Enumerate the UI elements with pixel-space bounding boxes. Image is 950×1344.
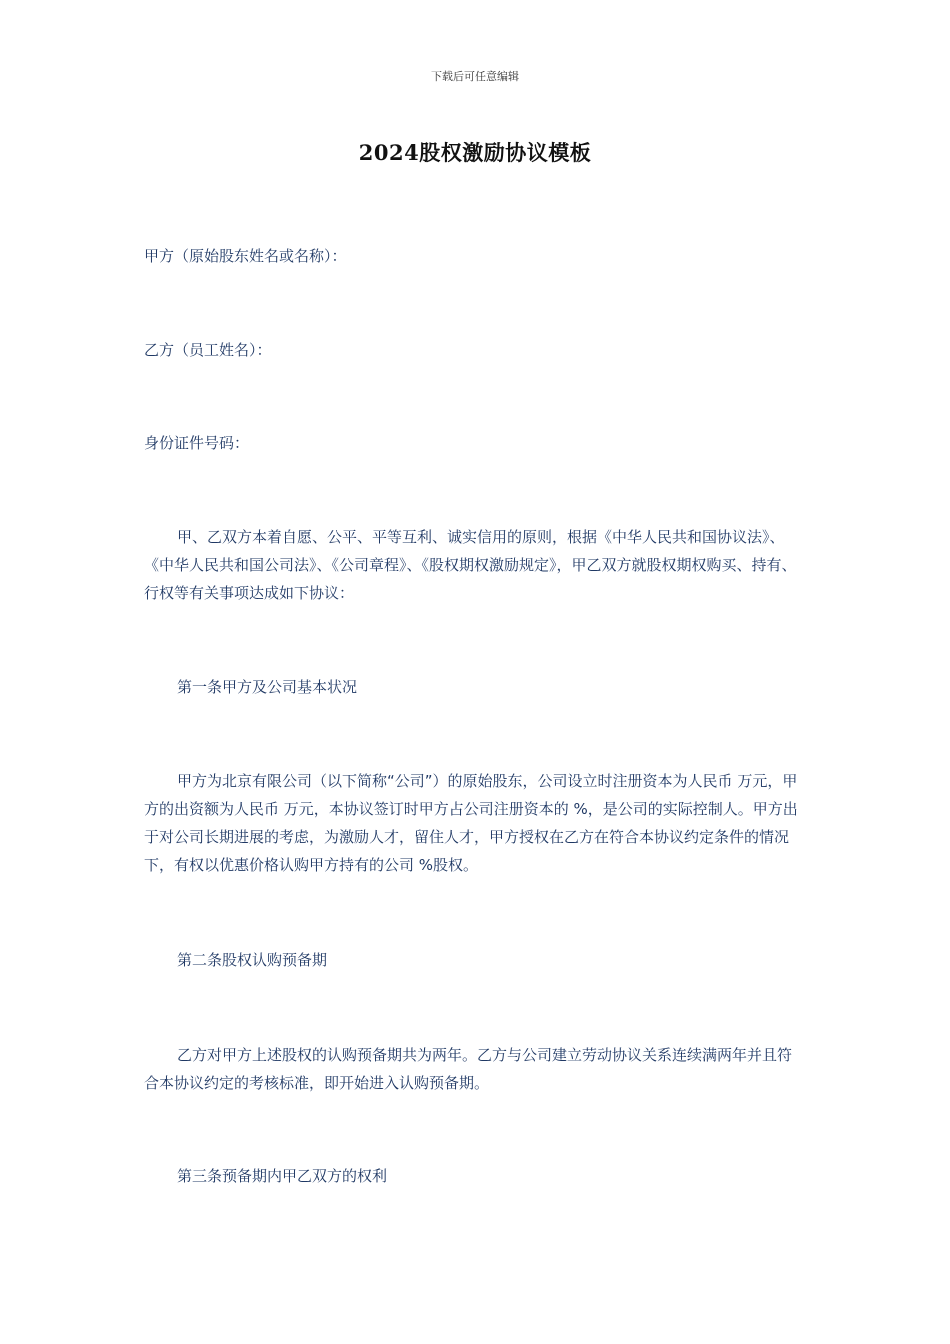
article-1-paragraph: 甲方为北京有限公司（以下简称“公司”）的原始股东，公司设立时注册资本为人民币 万元，甲方的出资额为人民币 万元，本协议签订时甲方占公司注册资本的 %，是公司的实际控制人。甲方出于对公司长期进展的考虑，为激励人才，留住人才，甲方授权在乙方在符合本协议约定条件的情况下，有权以优惠价格认购甲方持有的公司 %股权。 [144,772,798,874]
article-1-heading: 第一条甲方及公司基本状况 [177,678,358,696]
article-3-heading: 第三条预备期内甲乙双方的权利 [177,1167,388,1185]
article-2-heading: 第二条股权认购预备期 [177,951,328,969]
preamble-paragraph: 甲、乙双方本着自愿、公平、平等互利、诚实信用的原则，根据《中华人民共和国协议法》、《中华人民共和国公司法》、《公司章程》、《股权期权激励规定》，甲乙双方就股权期权购买、持有、行权等有关事项达成如下协议： [144,528,797,602]
article-2-paragraph: 乙方对甲方上述股权的认购预备期共为两年。乙方与公司建立劳动协议关系连续满两年并且符合本协议约定的考核标准，即开始进入认购预备期。 [144,1046,793,1092]
header-note: 下载后可任意编辑 [431,70,519,83]
party-b-field: 乙方（员工姓名）： [144,341,272,359]
document-title: 2024股权激励协议模板 [358,140,592,165]
id-number-field: 身份证件号码： [144,434,250,452]
party-a-field: 甲方（原始股东姓名或名称）： [144,247,347,265]
